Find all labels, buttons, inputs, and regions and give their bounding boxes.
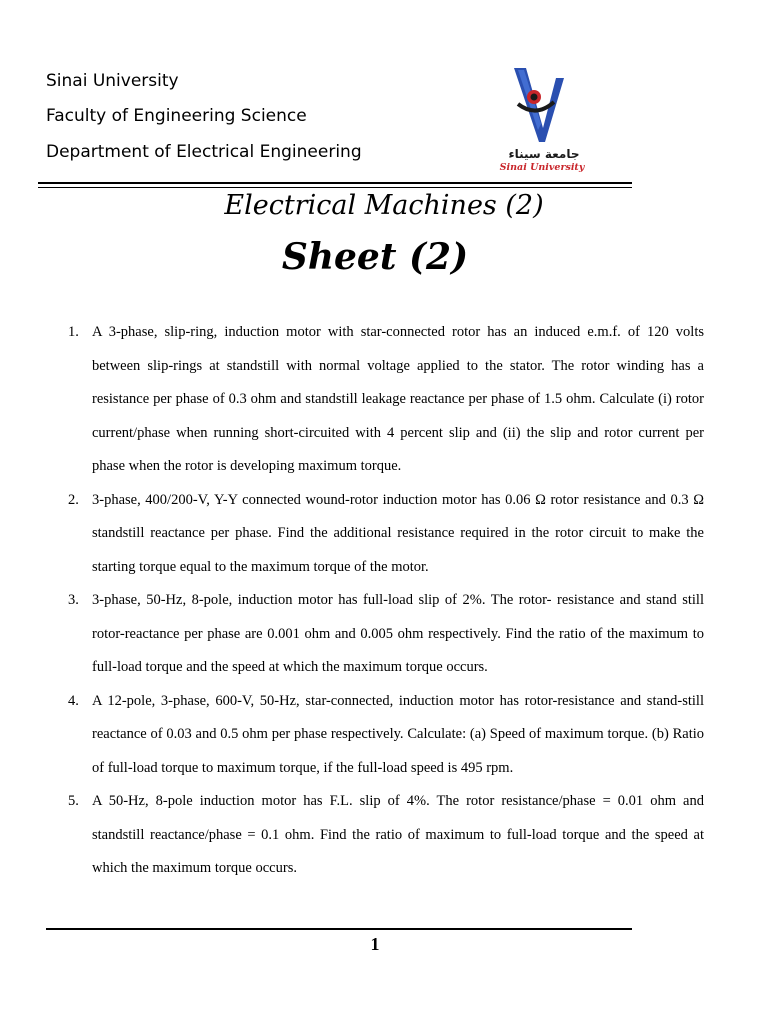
sheet-title: Sheet (2)	[281, 236, 469, 278]
logo-arabic-text: جامعة سيناء	[508, 147, 580, 161]
department-name: Department of Electrical Engineering	[46, 142, 362, 162]
problem-item	[0, 484, 768, 585]
problem-item	[0, 316, 768, 484]
problem-text: 3-phase, 400/200-V, Y-Y connected wound-rotor induction motor has 0.06 Ω rotor resistance and 0.3 Ω standstill reactance per phase. Find the additional resistance required in the rotor circuit to make the starting torque equal to the maximum torque of the motor.	[92, 491, 704, 575]
problem-number: 4.	[68, 692, 79, 709]
problem-text: A 12-pole, 3-phase, 600-V, 50-Hz, star-connected, induction motor has rotor-resistance and stand-still reactance of 0.03 and 0.5 ohm per phase respectively. Calculate: (a) Speed of maximum torque. (b) Ratio of full-load torque to maximum torque, if the full-load speed is 495 rpm.	[92, 692, 704, 776]
problem-item	[0, 584, 768, 685]
course-title: Electrical Machines (2)	[224, 190, 544, 221]
problem-text: 3-phase, 50-Hz, 8-pole, induction motor has full-load slip of 2%. The rotor- resistance and stand still rotor-reactance per phase are 0.001 ohm and 0.005 ohm respectively. Find the ratio of the maximum to full-load torque and the speed at which the maximum torque occurs.	[92, 592, 704, 675]
footer-rule	[46, 928, 632, 930]
problem-number: 1.	[68, 324, 79, 340]
problem-number: 5.	[68, 793, 79, 809]
problem-text: A 50-Hz, 8-pole induction motor has F.L. slip of 4%. The rotor resistance/phase = 0.01 ohm and standstill reactance/phase = 0.1 ohm. Find the ratio of maximum to full-load torque and the speed at which the maximum torque occurs.	[92, 793, 704, 876]
problem-number: 2.	[68, 491, 79, 508]
faculty-name: Faculty of Engineering Science	[46, 106, 307, 126]
problem-text: A 3-phase, slip-ring, induction motor with star-connected rotor has an induced e.m.f. of 120 volts between slip-rings at standstill with normal voltage applied to the stator. The rotor winding has a resistance per phase of 0.3 ohm and standstill leakage reactance per phase of 1.5 ohm. Calculate (i) rotor current/phase when running short-circuited with 4 percent slip and (ii) the slip and rotor current per phase when the rotor is developing maximum torque.	[92, 324, 704, 474]
page-number: 1	[370, 934, 380, 954]
problem-list	[0, 316, 768, 886]
header-rule-thin	[38, 187, 632, 188]
logo-latin-text: Sinai University	[499, 162, 585, 173]
university-name: Sinai University	[46, 71, 179, 91]
problem-item	[0, 685, 768, 786]
problem-item	[0, 785, 768, 886]
problem-number: 3.	[68, 592, 79, 608]
university-logo	[496, 64, 588, 176]
header-rule	[38, 182, 632, 184]
